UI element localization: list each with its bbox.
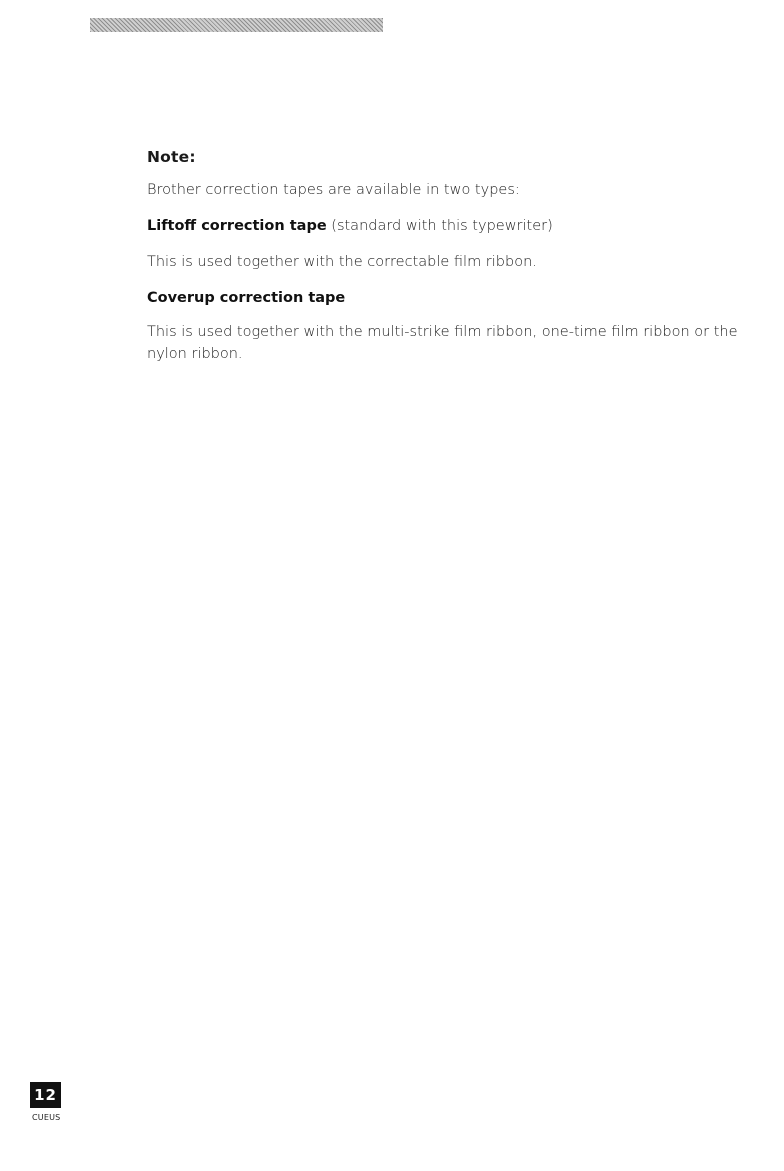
coverup-title: Coverup correction tape (147, 290, 346, 306)
footer-code: CUEUS (32, 1113, 61, 1122)
note-heading: Note: (147, 148, 196, 166)
liftoff-qualifier: (standard with this typewriter) (326, 218, 553, 234)
liftoff-title: Liftoff correction tape (147, 218, 327, 234)
liftoff-heading-line (147, 215, 767, 237)
page-number: 12 (30, 1082, 61, 1108)
note-intro: Brother correction tapes are available in two types: (147, 182, 520, 198)
note-section (147, 148, 767, 379)
header-decorative-bar (90, 18, 383, 32)
coverup-description: This is used together with the multi-strike film ribbon, one-time film ribbon or the nylon ribbon. (147, 324, 738, 362)
liftoff-description: This is used together with the correctable film ribbon. (147, 254, 537, 270)
